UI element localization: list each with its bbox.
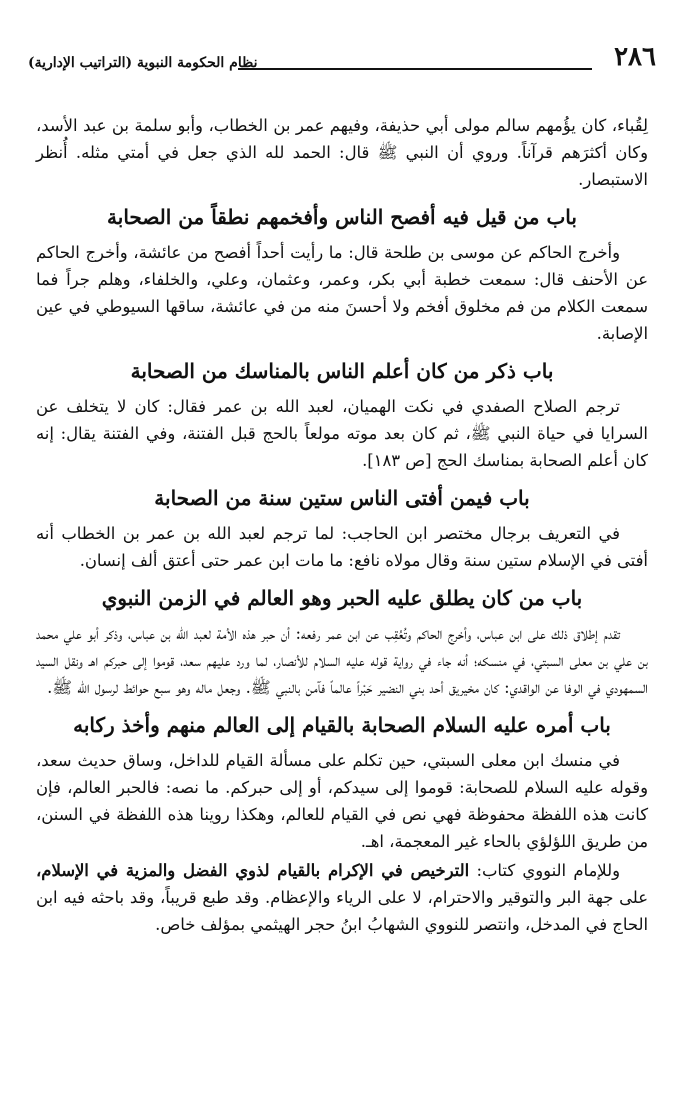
- chapter-heading: باب أمره عليه السلام الصحابة بالقيام إلى العالم منهم وأخذ ركابه: [73, 713, 611, 737]
- section-fatwa: [36, 482, 648, 574]
- body-paragraph: [36, 857, 648, 938]
- section-eloquence: [36, 201, 648, 347]
- chapter-heading: باب ذكر من كان أعلم الناس بالمناسك من الصحابة: [130, 359, 554, 383]
- page-number: ٢٨٦: [614, 42, 656, 72]
- chapter-heading: باب من كان يطلق عليه الحبر وهو العالم في الزمن النبوي: [101, 586, 583, 610]
- chapter-heading: باب من قيل فيه أفصح الناس وأفخمهم نطقاً من الصحابة: [107, 205, 577, 229]
- running-title: نظام الحكومة النبوية (التراتيب الإدارية): [28, 55, 258, 71]
- body-paragraph: في التعريف برجال مختصر ابن الحاجب: لما ترجم لعبد الله بن عمر بن الخطاب أنه أفتى في الإسلام ستين سنة وقال مولاه نافع: ما مات ابن عمر حتى أعتق ألف إنسان.: [36, 524, 648, 570]
- chapter-heading: باب فيمن أفتى الناس ستين سنة من الصحابة: [154, 486, 530, 510]
- body-paragraph: في منسك ابن معلى السبتي، حين تكلم على مسألة القيام للداخل، وساق حديث سعد، وقوله عليه السلام للصحابة: قوموا إلى سيدكم، أو إلى حبركم. ما نصه: فالحبر العالم، فإن كانت هذه اللفظة محفوظة فهي نص في القيام للعالم، وهكذا روينا هذه اللفظة في السنن، من طريق اللؤلؤي بالحاء غير المعجمة، اهـ.: [36, 751, 648, 851]
- body-paragraph: ترجم الصلاح الصفدي في نكت الهميان، لعبد الله بن عمر فقال: كان لا يتخلف عن السرايا في حياة النبي ﷺ، ثم كان بعد موته مولعاً بالحج قبل الفتنة، وفي الفتنة يقال: إنه كان أعلم الصحابة بمناسك الحج [ص ١٨٣].: [36, 397, 648, 470]
- book-title: الترخيص في الإكرام بالقيام لذوي الفضل والمزية في الإسلام،: [36, 861, 470, 880]
- section-standing: [36, 709, 648, 938]
- paragraph-text: وللإمام النووي كتاب:: [469, 861, 620, 880]
- body-paragraph: وأخرج الحاكم عن موسى بن طلحة قال: ما رأيت أحداً أفصح من عائشة، وأخرج الحاكم عن الأحنف قال: سمعت خطبة أبي بكر، وعمر، وعثمان، وعلي، والخلفاء، وهلم جراً فما سمعت الكلام من فم مخلوق أفخم ولا أحسنَ منه من في عائشة، ساقها السيوطي في عين الإصابة.: [36, 243, 648, 343]
- page-body: [36, 112, 648, 938]
- body-paragraph: تقدم إطلاق ذلك على ابن عباس، وأخرج الحاكم وتُعُقِب عن ابن عمر رفعه: أن حبر هذه الأمة لعبد الله بن عباس، وذكر أبو علي محمد بن علي بن معلى السبتي، في منسكه؛ أنه جاء في رواية قوله عليه السلام للأنصار، لما ورد عليهم سعد، قوموا إلى حبركم اهـ ونقل السيد السمهودي في الوفا عن الواقدي: كان مخيريق أحد بني النضير حَبْراً عالماً فآمن بالنبي ﷺ. وجعل ماله وهو سبع حوائط لرسول الله ﷺ.: [36, 624, 648, 697]
- paragraph-text: على جهة البر والتوقير والاحترام، لا على الرياء والإعظام. وقد طبع قريباً، وقد باحثه فيه ابن الحاج في المدخل، وانتصر للنووي الشهابُ ابنُ حجر الهيثمي بمؤلف خاص.: [36, 888, 648, 934]
- header-rule: [238, 68, 592, 70]
- page-header: [28, 42, 656, 82]
- section-rites: [36, 355, 648, 474]
- section-continuation: [36, 112, 648, 193]
- section-habr: [36, 582, 648, 701]
- body-paragraph: لِقُباء، كان يؤُمهم سالم مولى أبي حذيفة، وفيهم عمر بن الخطاب، وأبو سلمة بن عبد الأسد، وكان أكثرَهم قرآناً. وروي أن النبي ﷺ قال: الحمد لله الذي جعل في أمتي مثله. أُنظر الاستبصار.: [36, 116, 648, 189]
